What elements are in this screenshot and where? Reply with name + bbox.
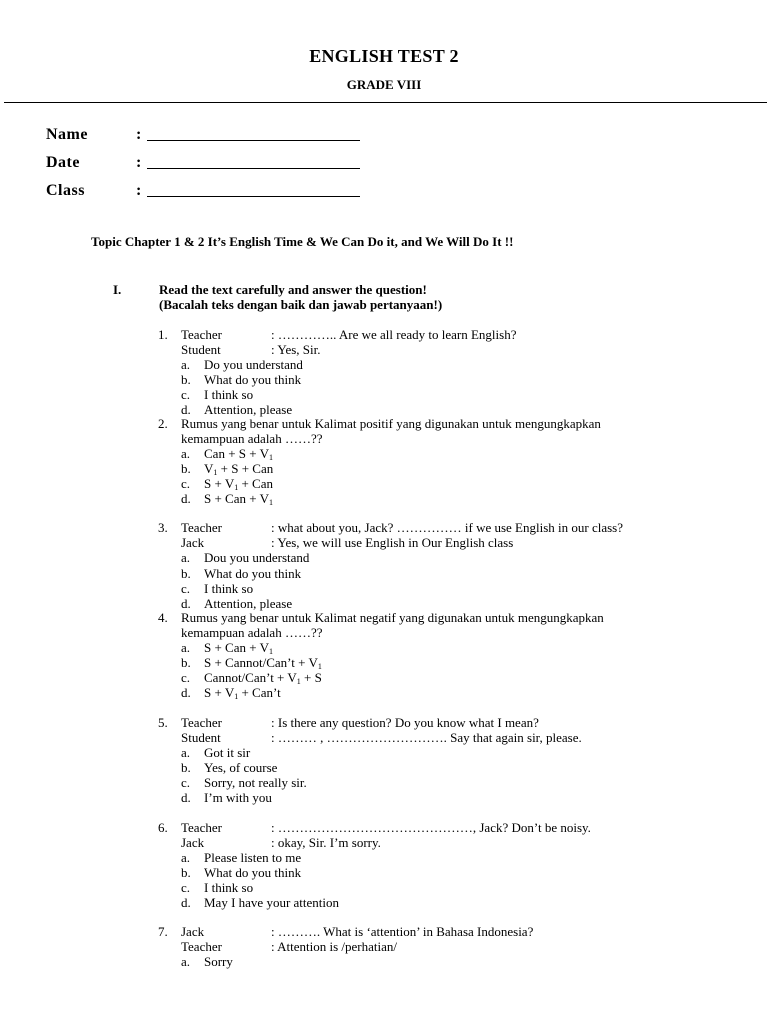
dialog-speaker: Jack — [181, 535, 205, 550]
option-letter: d. — [181, 790, 191, 805]
dialog-speaker: Student — [181, 730, 221, 745]
question-number: 7. — [158, 924, 168, 939]
dialog-speaker: Jack — [181, 924, 205, 939]
option-text[interactable]: I think so — [204, 581, 254, 596]
option-letter: d. — [181, 895, 191, 910]
section-instruction — [159, 282, 442, 312]
date-colon: : — [136, 154, 142, 171]
dialog-text: : Is there any question? Do you know what I mean? — [271, 715, 539, 730]
option-letter: a. — [181, 954, 191, 969]
option-letter: b. — [181, 655, 191, 670]
question-text: Rumus yang benar untuk Kalimat positif yang digunakan untuk mengungkapkan — [181, 416, 601, 431]
option-text[interactable]: Dou you understand — [204, 550, 310, 565]
option-text[interactable]: Sorry, not really sir. — [204, 775, 307, 790]
question-number: 3. — [158, 520, 168, 535]
dialog-speaker: Jack — [181, 835, 205, 850]
dialog-speaker: Teacher — [181, 820, 222, 835]
option-letter: b. — [181, 760, 191, 775]
option-letter: b. — [181, 372, 191, 387]
option-text[interactable]: What do you think — [204, 372, 302, 387]
option-letter: c. — [181, 670, 191, 685]
option-letter: c. — [181, 775, 191, 790]
question-text: kemampuan adalah ……?? — [181, 431, 323, 446]
option-letter: d. — [181, 596, 191, 611]
question-text: kemampuan adalah ……?? — [181, 625, 323, 640]
dialog-text: : okay, Sir. I’m sorry. — [271, 835, 381, 850]
option-letter: c. — [181, 387, 191, 402]
dialog-text: : ………………………………………, Jack? Don’t be noisy. — [271, 820, 591, 835]
class-colon: : — [136, 182, 142, 199]
date-field[interactable] — [147, 168, 360, 169]
option-text[interactable]: Sorry — [204, 954, 233, 969]
dialog-text: : what about you, Jack? …………… if we use English in our class? — [271, 520, 624, 535]
instruction-id: (Bacalah teks dengan baik dan jawab pertanyaan!) — [159, 297, 443, 312]
option-letter: a. — [181, 640, 191, 655]
section-number: I. — [113, 282, 122, 297]
option-letter: a. — [181, 446, 191, 461]
dialog-speaker: Teacher — [181, 715, 222, 730]
option-text[interactable]: Attention, please — [204, 402, 293, 417]
option-text[interactable]: $S + V_1$ + Can — [204, 476, 273, 492]
dialog-text: : Yes, Sir. — [271, 342, 321, 357]
option-text[interactable]: S + Can + $V_1$ — [204, 640, 273, 656]
option-letter: a. — [181, 745, 191, 760]
option-letter: b. — [181, 566, 191, 581]
option-text[interactable]: $V_1 + S$ + Can — [204, 461, 274, 477]
option-text[interactable]: Do you understand — [204, 357, 303, 372]
dialog-speaker: Teacher — [181, 520, 222, 535]
name-colon: : — [136, 126, 142, 143]
dialog-text: : ………….. Are we all ready to learn English? — [271, 327, 517, 342]
dialog-text: : Attention is /perhatian/ — [271, 939, 398, 954]
date-label: Date — [46, 154, 80, 171]
option-letter: c. — [181, 476, 191, 491]
option-text[interactable]: Can + $S + V_1$ — [204, 446, 273, 462]
option-text[interactable]: Yes, of course — [204, 760, 278, 775]
question-number: 5. — [158, 715, 168, 730]
option-letter: b. — [181, 461, 191, 476]
grade-label: GRADE VIII — [346, 77, 422, 92]
topic-heading: Topic Chapter 1 & 2 It’s English Time & We Can Do it, and We Will Do It !! — [91, 234, 514, 249]
dialog-text: : ……… , ………………………. Say that again sir, please. — [271, 730, 582, 745]
option-text[interactable]: $S + V_1$ + Can’t — [204, 685, 281, 701]
option-letter: d. — [181, 402, 191, 417]
option-letter: a. — [181, 850, 191, 865]
option-text[interactable]: Attention, please — [204, 596, 293, 611]
option-text[interactable]: Please listen to me — [204, 850, 302, 865]
option-letter: d. — [181, 685, 191, 700]
option-text[interactable]: Got it sir — [204, 745, 251, 760]
option-text[interactable]: I’m with you — [204, 790, 272, 805]
option-text[interactable]: S + Cannot/Can’t + $V_1$ — [204, 655, 322, 671]
option-text[interactable]: Cannot/Can’t + $V_1 + S$ — [204, 670, 322, 686]
option-letter: c. — [181, 880, 191, 895]
question-number: 6. — [158, 820, 168, 835]
instruction-en: Read the text carefully and answer the question! — [159, 282, 427, 297]
option-text[interactable]: What do you think — [204, 865, 302, 880]
class-label: Class — [46, 182, 85, 199]
dialog-text: : Yes, we will use English in Our English class — [271, 535, 514, 550]
option-letter: c. — [181, 581, 191, 596]
option-text[interactable]: What do you think — [204, 566, 302, 581]
option-text[interactable]: S + Can + $V_1$ — [204, 491, 273, 507]
option-text[interactable]: I think so — [204, 880, 254, 895]
option-letter: a. — [181, 357, 191, 372]
dialog-speaker: Teacher — [181, 327, 222, 342]
option-letter: b. — [181, 865, 191, 880]
question-number: 4. — [158, 610, 168, 625]
dialog-speaker: Teacher — [181, 939, 222, 954]
option-letter: d. — [181, 491, 191, 506]
question-text: Rumus yang benar untuk Kalimat negatif yang digunakan untuk mengungkapkan — [181, 610, 604, 625]
header-divider — [4, 102, 767, 103]
name-label: Name — [46, 126, 88, 143]
option-text[interactable]: I think so — [204, 387, 254, 402]
dialog-text: : ………. What is ‘attention’ in Bahasa Indonesia? — [271, 924, 534, 939]
question-number: 2. — [158, 416, 168, 431]
class-field[interactable] — [147, 196, 360, 197]
option-letter: a. — [181, 550, 191, 565]
dialog-speaker: Student — [181, 342, 221, 357]
name-field[interactable] — [147, 140, 360, 141]
question-number: 1. — [158, 327, 168, 342]
test-title: ENGLISH TEST 2 — [309, 46, 459, 66]
option-text[interactable]: May I have your attention — [204, 895, 340, 910]
